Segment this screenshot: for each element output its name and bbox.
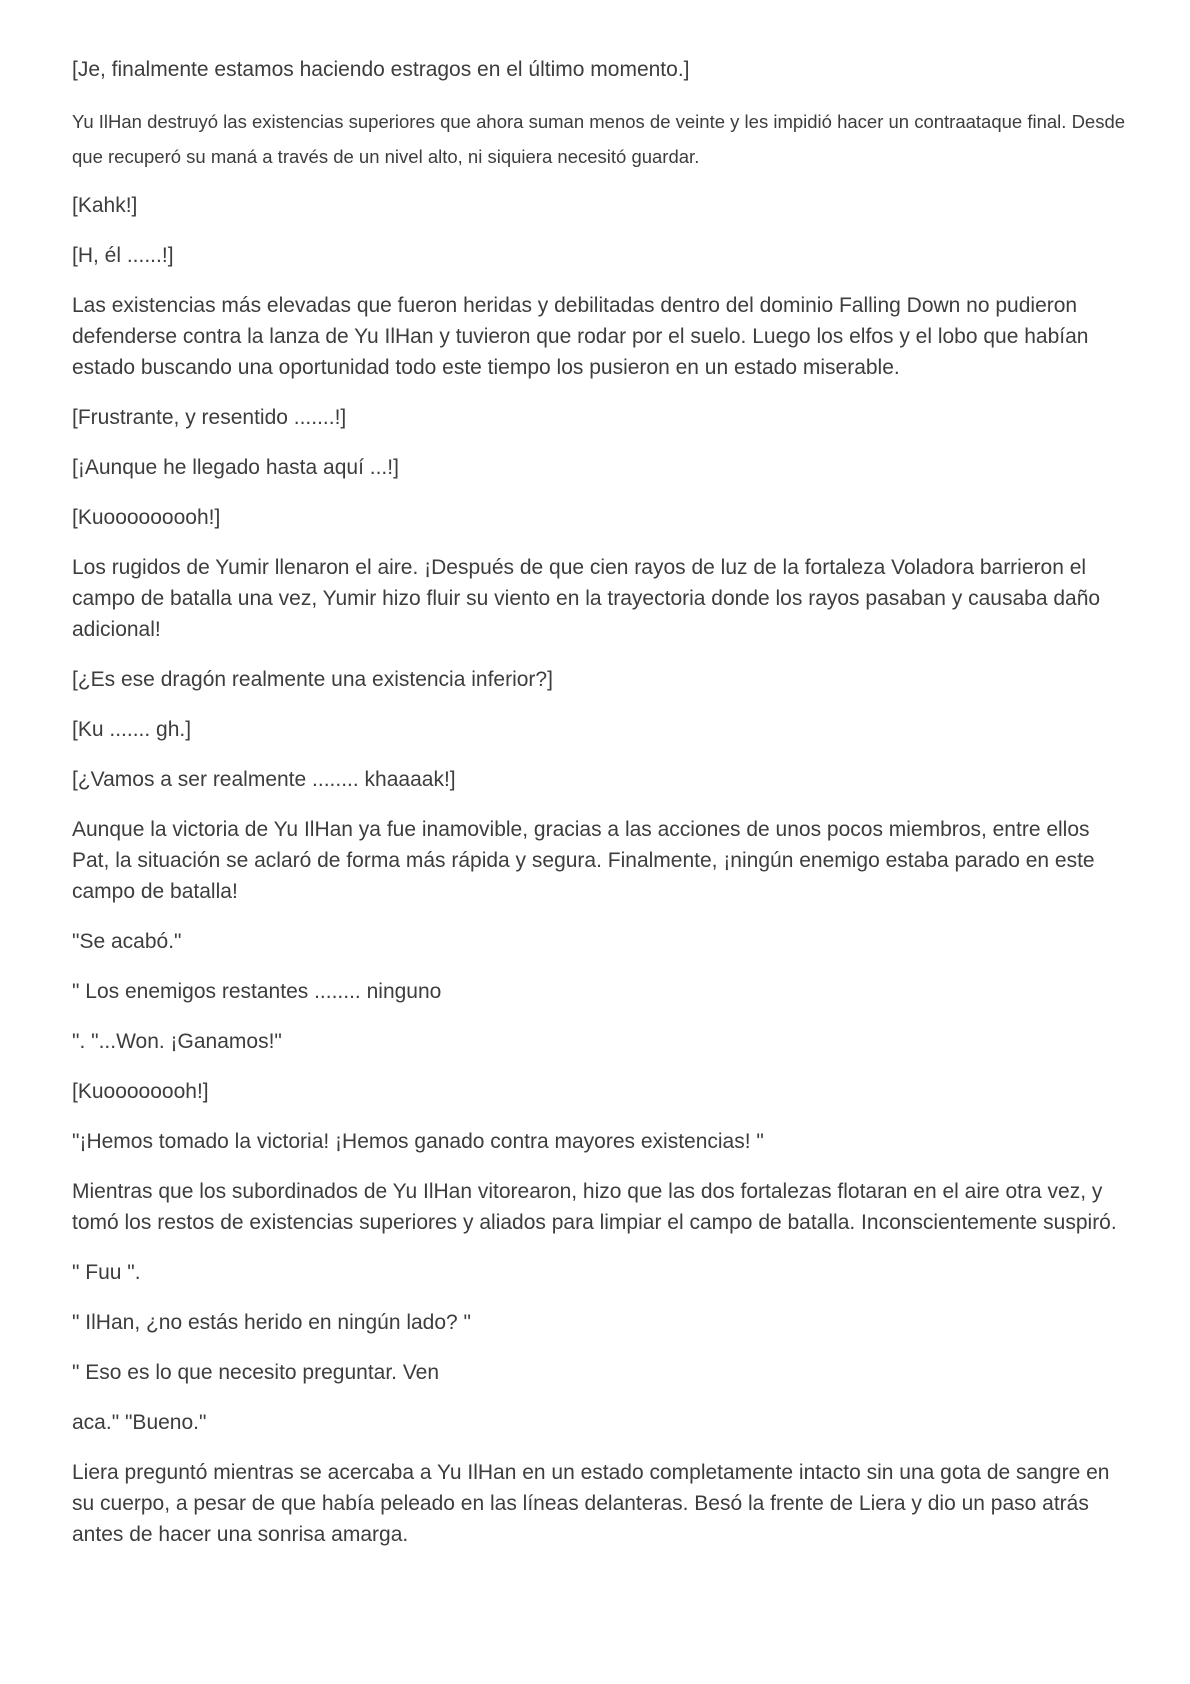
paragraph-3: [Kahk!] <box>72 194 138 217</box>
paragraph-19: Mientras que los subordinados de Yu IlHan vitorearon, hizo que las dos fortalezas flotaran en el aire otra vez, y tomó los restos de existencias superiores y aliados para limpiar el campo de batalla. Inconscientemente suspiró. <box>72 1180 1117 1234</box>
paragraph-10: [¿Es ese dragón realmente una existencia inferior?] <box>72 668 553 691</box>
paragraph-7: [¡Aunque he llegado hasta aquí ...!] <box>72 456 399 479</box>
paragraph-6: [Frustrante, y resentido .......!] <box>72 406 347 429</box>
paragraph-15: " Los enemigos restantes ........ ninguno <box>72 980 442 1003</box>
paragraph-13: Aunque la victoria de Yu IlHan ya fue inamovible, gracias a las acciones de unos pocos miembros, entre ellos Pat, la situación se aclaró de forma más rápida y segura. Finalmente, ¡ningún enemigo estaba parado en este campo de batalla! <box>72 818 1095 903</box>
paragraph-14: "Se acabó." <box>72 930 182 953</box>
document-page <box>72 54 1132 1569</box>
paragraph-9: Los rugidos de Yumir llenaron el aire. ¡Después de que cien rayos de luz de la fortaleza Voladora barrieron el campo de batalla una vez, Yumir hizo fluir su viento en la trayectoria donde los rayos pasaban y causaba daño adicional! <box>72 556 1101 641</box>
paragraph-12: [¿Vamos a ser realmente ........ khaaaak!] <box>72 768 456 791</box>
paragraph-16: ". "...Won. ¡Ganamos!" <box>72 1030 282 1053</box>
paragraph-2: Yu IlHan destruyó las existencias superiores que ahora suman menos de veinte y les impidió hacer un contraataque final. Desde que recuperó su maná a través de un nivel alto, ni siquiera necesitó guardar. <box>72 111 1126 167</box>
paragraph-4: [H, él ......!] <box>72 244 174 267</box>
paragraph-17: [Kuoooooooh!] <box>72 1080 209 1103</box>
paragraph-21: " IlHan, ¿no estás herido en ningún lado? " <box>72 1311 471 1334</box>
paragraph-1: [Je, finalmente estamos haciendo estragos en el último momento.] <box>72 58 690 81</box>
paragraph-24: Liera preguntó mientras se acercaba a Yu IlHan en un estado completamente intacto sin una gota de sangre en su cuerpo, a pesar de que había peleado en las líneas delanteras. Besó la frente de Liera y dio un paso atrás antes de hacer una sonrisa amarga. <box>72 1461 1110 1546</box>
paragraph-8: [Kuooooooooh!] <box>72 506 221 529</box>
paragraph-20: " Fuu ". <box>72 1261 141 1284</box>
paragraph-18: "¡Hemos tomado la victoria! ¡Hemos ganado contra mayores existencias! " <box>72 1130 764 1153</box>
paragraph-11: [Ku ....... gh.] <box>72 718 192 741</box>
paragraph-5: Las existencias más elevadas que fueron heridas y debilitadas dentro del dominio Falling Down no pudieron defenderse contra la lanza de Yu IlHan y tuvieron que rodar por el suelo. Luego los elfos y el lobo que habían estado buscando una oportunidad todo este tiempo los pusieron en un estado miserable. <box>72 294 1089 379</box>
paragraph-22: " Eso es lo que necesito preguntar. Ven <box>72 1361 440 1384</box>
paragraph-23: aca." "Bueno." <box>72 1411 207 1434</box>
